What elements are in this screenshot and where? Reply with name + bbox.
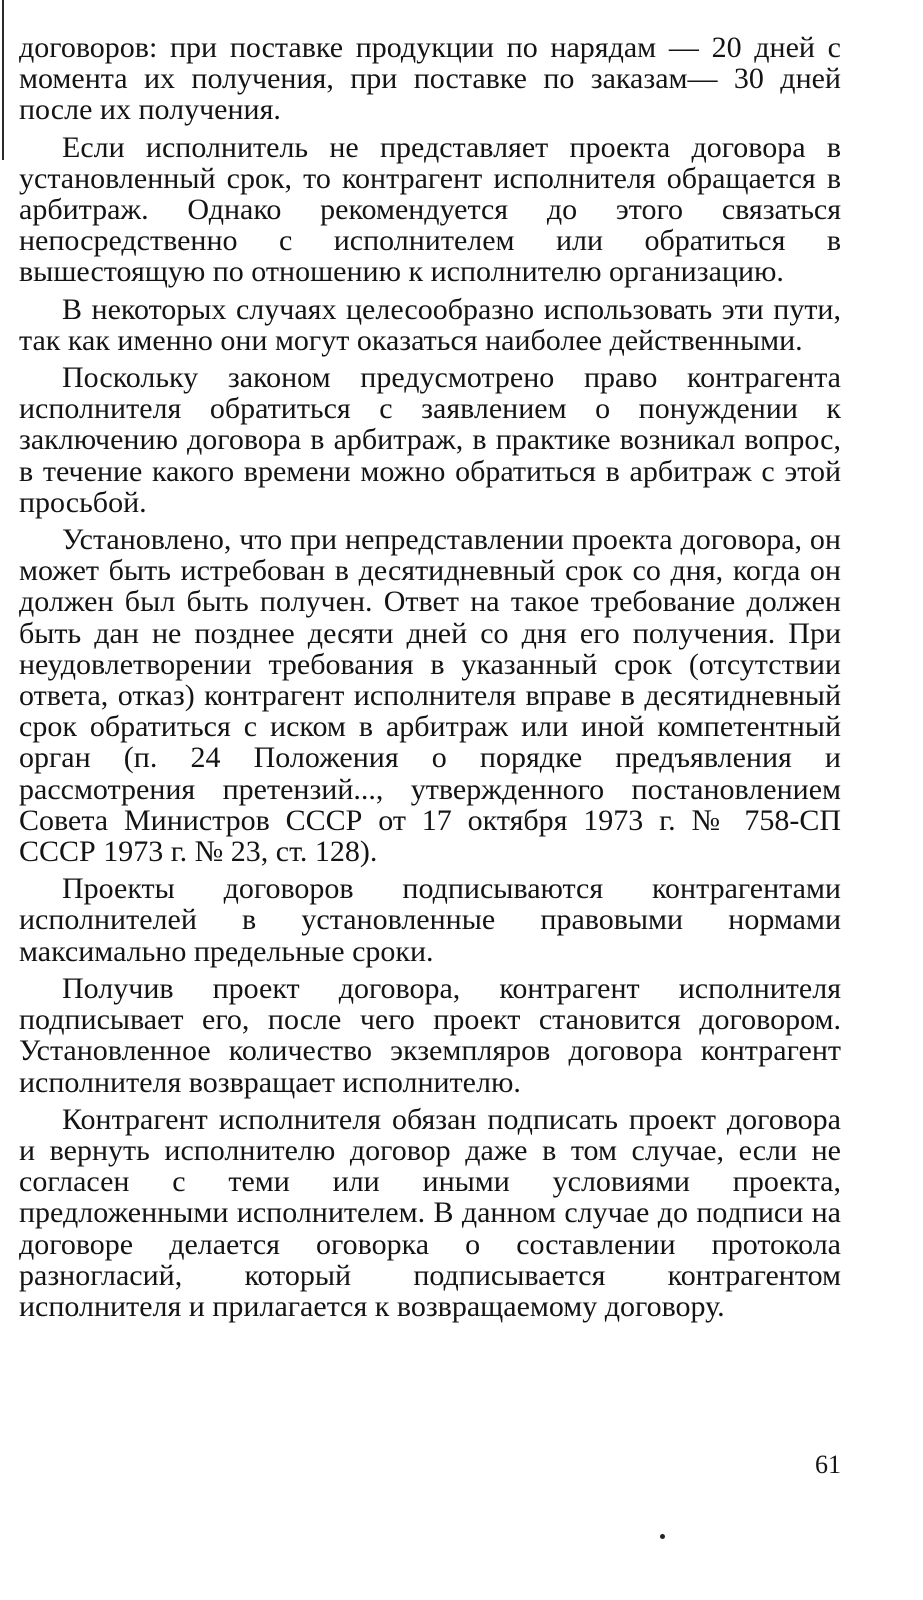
paragraph-6: Проекты договоров подписываются контрагентами исполнителей в установленные правовыми нормами максимально предельные сроки. — [19, 872, 841, 968]
paragraph-5: Установлено, что при непредставлении проекта договора, он может быть истребован в десятидневный срок со дня, когда он должен был быть получен. Ответ на такое требование должен быть дан не позднее десяти дней со дня его получения. При неудовлетворении требования в указанный срок (отсутствии ответа, отказ) контрагент исполнителя вправе в десятидневный срок обратиться с иском в арбитраж или иной компетентный орган (п. 24 Положения о порядке предъявления и рассмотрения претензий..., утвержденного постановлением Совета Министров СССР от 17 октября 1973 г. № 758-СП СССР 1973 г. № 23, ст. 128). — [19, 523, 841, 869]
paragraph-1: договоров: при поставке продукции по нарядам — 20 дней с момента их получения, при поставке по заказам— 30 дней после их получения. — [19, 31, 841, 127]
paragraph-7: Получив проект договора, контрагент исполнителя подписывает его, после чего проект становится договором. Установленное количество экземпляров договора контрагент исполнителя возвращает исполнителю. — [19, 971, 841, 1099]
paragraph-4: Поскольку законом предусмотрено право контрагента исполнителя обратиться с заявлением о понуждении к заключению договора в арбитраж, в практике возникал вопрос, в течение какого времени можно обратиться в арбитраж с этой просьбой. — [19, 361, 841, 519]
paragraph-8: Контрагент исполнителя обязан подписать проект договора и вернуть исполнителю договор даже в том случае, если не согласен с теми или иными условиями проекта, предложенными исполнителем. В данном случае до подписи на договоре делается оговорка о составлении протокола разногласий, который подписывается контрагентом исполнителя и прилагается к возвращаемому договору. — [19, 1102, 841, 1323]
scan-edge-line — [2, 0, 4, 160]
paragraph-2: Если исполнитель не представляет проекта договора в установленный срок, то контрагент исполнителя обращается в арбитраж. Однако рекомендуется до этого связаться непосредственно с исполнителем или обратиться в вышестоящую по отношению к исполнителю организацию. — [19, 130, 841, 289]
paragraph-3: В некоторых случаях целесообразно использовать эти пути, так как именно они могут оказаться наиболее действенными. — [19, 292, 841, 357]
page-number: 61 — [815, 1450, 841, 1479]
print-speck — [660, 1534, 665, 1539]
body-text — [19, 32, 841, 1328]
